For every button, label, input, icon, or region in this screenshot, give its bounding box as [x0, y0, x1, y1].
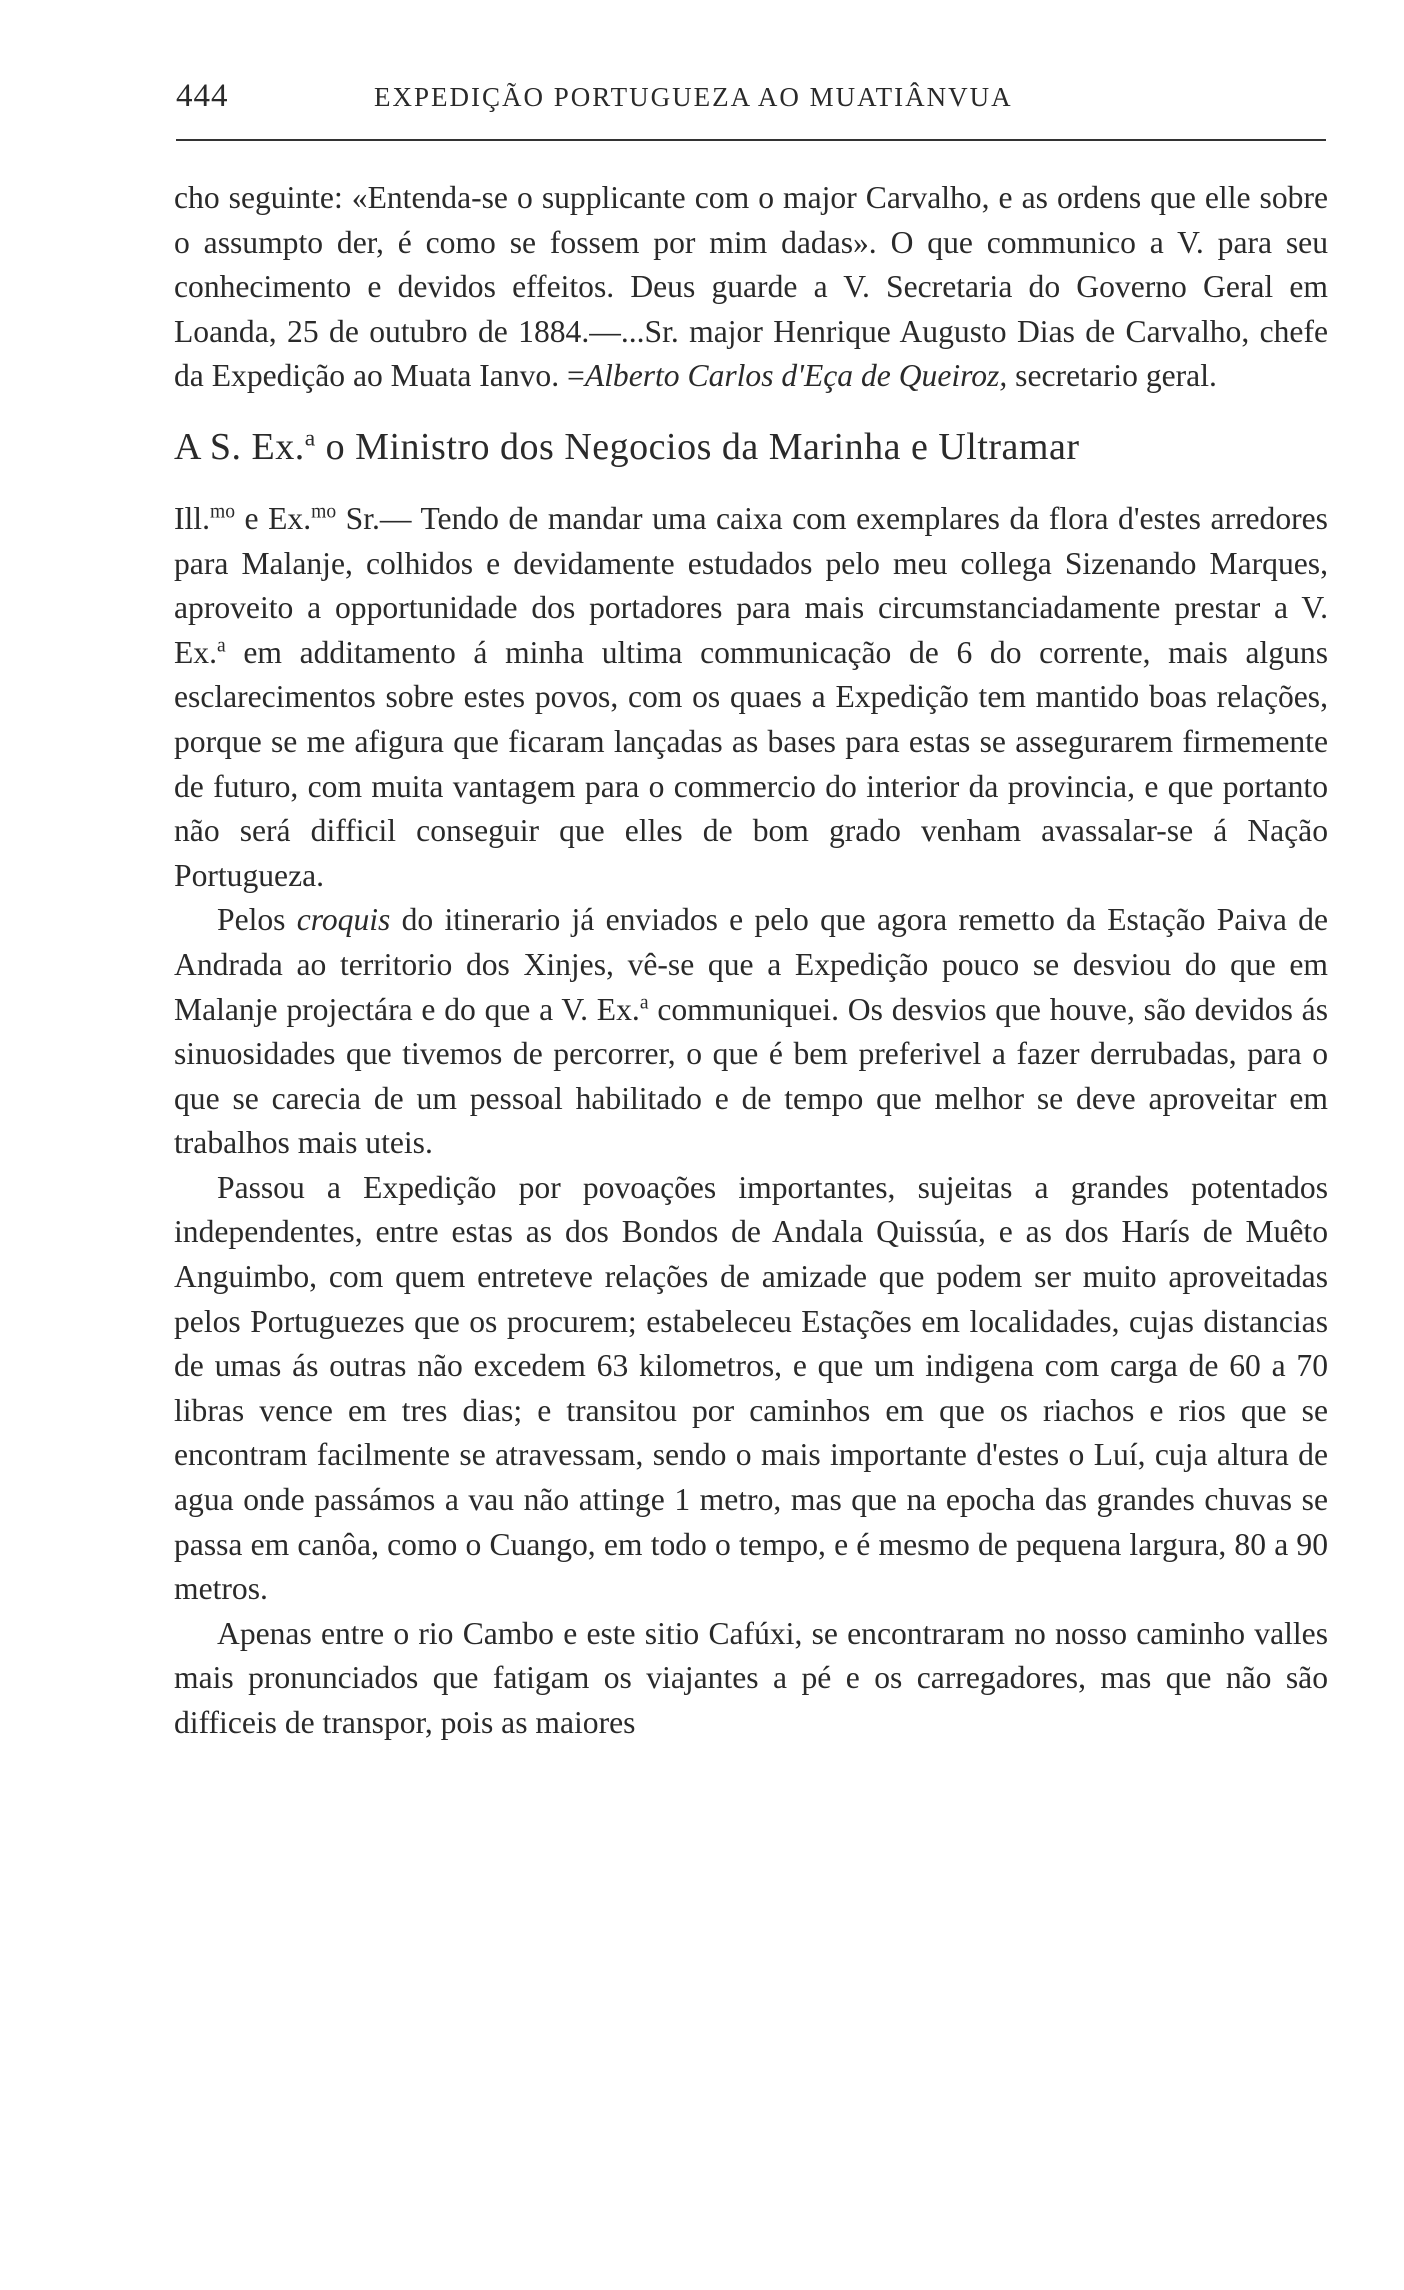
paragraph-text: Passou a Expedição por povoações importantes, sujeitas a grandes potentados independentes, entre estas as dos Bondos de Andala Quissúa, e as dos Harís de Muêto Anguimbo, com quem entreteve relações de amizade que podem ser muito aproveitadas pelos Portuguezes que os procurem; estabeleceu Estações em localidades, cujas distancias de umas ás outras não excedem 63 kilometros, e que um indigena com carga de 60 a 70 libras vence em tres dias; e transitou por caminhos em que os riachos e rios que se encontram facilmente se atravessam, sendo o mais importante d'estes o Luí, cuja altura de agua onde passámos a vau não attinge 1 metro, mas que na epocha das grandes chuvas se passa em canôa, como o Cuango, em todo o tempo, e é mesmo de pequena largura, 80 a 90 metros. — [174, 1169, 1328, 1607]
continuation-paragraph — [174, 176, 1328, 399]
heading-rest: o Ministro dos Negocios da Marinha e Ultramar — [325, 425, 1080, 468]
salutation-part: Ill. — [174, 500, 210, 536]
italic-term: croquis — [296, 902, 391, 938]
paragraph-text: do itinerario já enviados e pelo que agora remetto da Estação Paiva de Andrada ao territorio dos Xinjes, vê-se que a Expedição pouco se desviou do que em Malanje projectára e do que a V. Ex. — [174, 902, 1328, 1027]
paragraph-text: em additamento á minha ultima communicação de 6 do corrente, mais alguns esclarecimentos sobre estes povos, com os quaes a Expedição tem mantido boas relações, porque se me afigura que ficaram lançadas as bases para estas se assegurarem firmemente de futuro, com muita vantagem para o commercio do interior da provincia, e que portanto não será difficil conseguir que elles de bom grado venham avassalar-se á Nação Portugueza. — [174, 634, 1328, 893]
letter-paragraph-4 — [174, 1612, 1328, 1746]
signature-name: Alberto Carlos d'Eça de Queiroz, — [584, 358, 1008, 394]
letter-paragraph-2 — [174, 898, 1328, 1166]
paragraph-text: Apenas entre o rio Cambo e este sitio Cafúxi, se encontraram no nosso caminho valles mais pronunciados que fatigam os viajantes a pé e os carregadores, mas que não são difficeis de transpor, pois as maiores — [174, 1615, 1328, 1740]
running-head — [176, 78, 1326, 124]
paragraph-text: Pelos — [217, 902, 286, 938]
page-number: 444 — [176, 78, 229, 114]
running-title: EXPEDIÇÃO PORTUGUEZA AO MUATIÂNVUA — [374, 82, 1013, 112]
superscript: a — [639, 991, 649, 1013]
letter-paragraph-1 — [174, 497, 1328, 898]
heading-prefix: A S. Ex. — [174, 425, 305, 468]
letter-heading — [174, 423, 1328, 471]
header-rule — [176, 139, 1326, 141]
continuation-text: cho seguinte: «Entenda-se o supplicante com o major Carvalho, e as ordens que elle sobre o assumpto der, é como se fossem por mim dadas». O que communico a V. para seu conhecimento e devidos effeitos. Deus guarde a V. Secretaria do Governo Geral em Loanda, 25 de outubro de 1884.—...Sr. major Henrique Augusto Dias de Carvalho, chefe da Expedição ao Muata Ianvo. = — [174, 180, 1328, 394]
superscript: a — [217, 635, 226, 657]
body-text — [174, 176, 1328, 1746]
salutation-superscript: mo — [311, 501, 337, 523]
signature-role: secretario geral. — [1015, 358, 1217, 394]
heading-superscript: a — [304, 425, 316, 452]
salutation-superscript: mo — [209, 501, 236, 523]
paragraph-text: communiquei. Os desvios que houve, são devidos ás sinuosidades que tivemos de percorrer, o que é bem preferivel a fazer derrubadas, para o que se carecia de um pessoal habilitado e de tempo que melhor se deve aproveitar em trabalhos mais uteis. — [174, 991, 1329, 1161]
letter-paragraph-3 — [174, 1166, 1328, 1612]
paragraph-text: Sr.— Tendo de mandar uma caixa com exemplares da flora d'estes arredores para Malanje, colhidos e devidamente estudados pelo meu collega Sizenando Marques, aproveito a opportunidade dos portadores para mais circumstanciadamente prestar a V. Ex. — [174, 500, 1328, 670]
salutation-part: e Ex. — [244, 500, 312, 536]
